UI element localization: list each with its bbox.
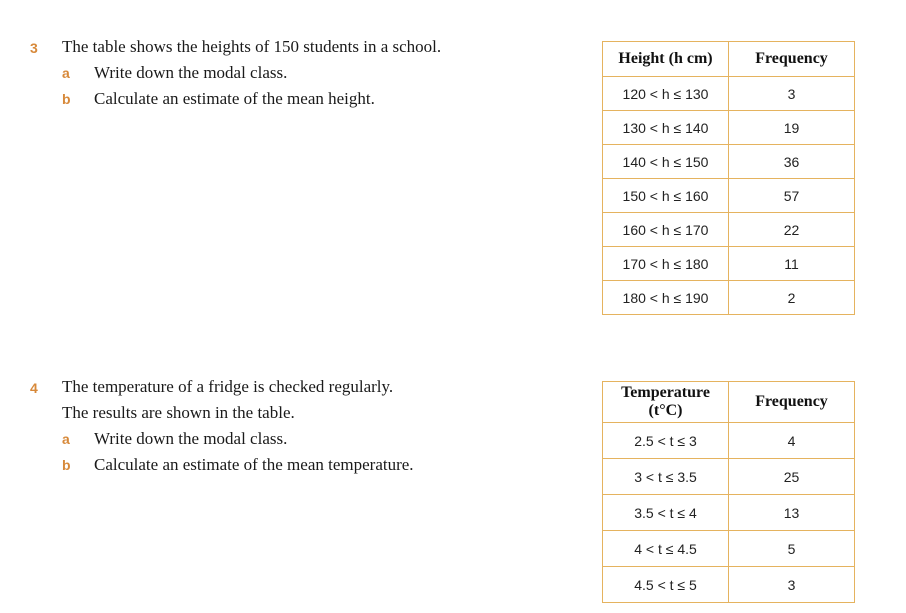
interval-cell: 150 < h ≤ 160	[603, 179, 729, 213]
frequency-cell: 2	[729, 281, 855, 315]
interval-cell: 2.5 < t ≤ 3	[603, 423, 729, 459]
question-3-part-b	[62, 86, 441, 112]
table-row	[603, 495, 855, 531]
table-row	[603, 423, 855, 459]
column-header-height: Height (h cm)	[603, 42, 729, 77]
frequency-cell: 57	[729, 179, 855, 213]
interval-cell: 120 < h ≤ 130	[603, 77, 729, 111]
interval-cell: 4 < t ≤ 4.5	[603, 531, 729, 567]
column-header-temperature: Temperature (t°C)	[603, 382, 729, 423]
part-label: a	[62, 431, 70, 447]
temperature-frequency-table	[602, 381, 855, 603]
question-3-number: 3	[30, 40, 38, 56]
table-row	[603, 111, 855, 145]
interval-cell: 3.5 < t ≤ 4	[603, 495, 729, 531]
height-frequency-table	[602, 41, 855, 315]
interval-cell: 170 < h ≤ 180	[603, 247, 729, 281]
question-3-text	[62, 34, 441, 112]
part-text: Write down the modal class.	[94, 63, 288, 82]
part-text: Write down the modal class.	[94, 429, 288, 448]
question-3-part-a	[62, 60, 441, 86]
table-header-row	[603, 382, 855, 423]
frequency-cell: 3	[729, 567, 855, 603]
frequency-cell: 22	[729, 213, 855, 247]
frequency-cell: 4	[729, 423, 855, 459]
frequency-cell: 11	[729, 247, 855, 281]
column-header-frequency: Frequency	[729, 42, 855, 77]
interval-cell: 180 < h ≤ 190	[603, 281, 729, 315]
table-row	[603, 281, 855, 315]
table-row	[603, 531, 855, 567]
interval-cell: 140 < h ≤ 150	[603, 145, 729, 179]
table-row	[603, 213, 855, 247]
frequency-cell: 13	[729, 495, 855, 531]
question-3-stem: The table shows the heights of 150 students in a school.	[62, 37, 442, 56]
frequency-cell: 3	[729, 77, 855, 111]
table-row	[603, 459, 855, 495]
question-4-text	[62, 374, 414, 478]
part-text: Calculate an estimate of the mean temperature.	[94, 455, 414, 474]
frequency-cell: 5	[729, 531, 855, 567]
interval-cell: 160 < h ≤ 170	[603, 213, 729, 247]
table-header-row	[603, 42, 855, 77]
table-row	[603, 77, 855, 111]
table-row	[603, 145, 855, 179]
interval-cell: 3 < t ≤ 3.5	[603, 459, 729, 495]
table-row	[603, 247, 855, 281]
question-4-number: 4	[30, 380, 38, 396]
question-4-part-b	[62, 452, 414, 478]
table-row	[603, 567, 855, 603]
question-4-stem-line-1: The temperature of a fridge is checked regularly.	[62, 377, 394, 396]
interval-cell: 4.5 < t ≤ 5	[603, 567, 729, 603]
question-4-stem-line-2: The results are shown in the table.	[62, 403, 295, 422]
interval-cell: 130 < h ≤ 140	[603, 111, 729, 145]
part-label: b	[62, 91, 71, 107]
table-row	[603, 179, 855, 213]
frequency-cell: 36	[729, 145, 855, 179]
part-label: a	[62, 65, 70, 81]
column-header-frequency: Frequency	[729, 382, 855, 423]
part-label: b	[62, 457, 71, 473]
part-text: Calculate an estimate of the mean height.	[94, 89, 375, 108]
frequency-cell: 19	[729, 111, 855, 145]
question-4-part-a	[62, 426, 414, 452]
frequency-cell: 25	[729, 459, 855, 495]
